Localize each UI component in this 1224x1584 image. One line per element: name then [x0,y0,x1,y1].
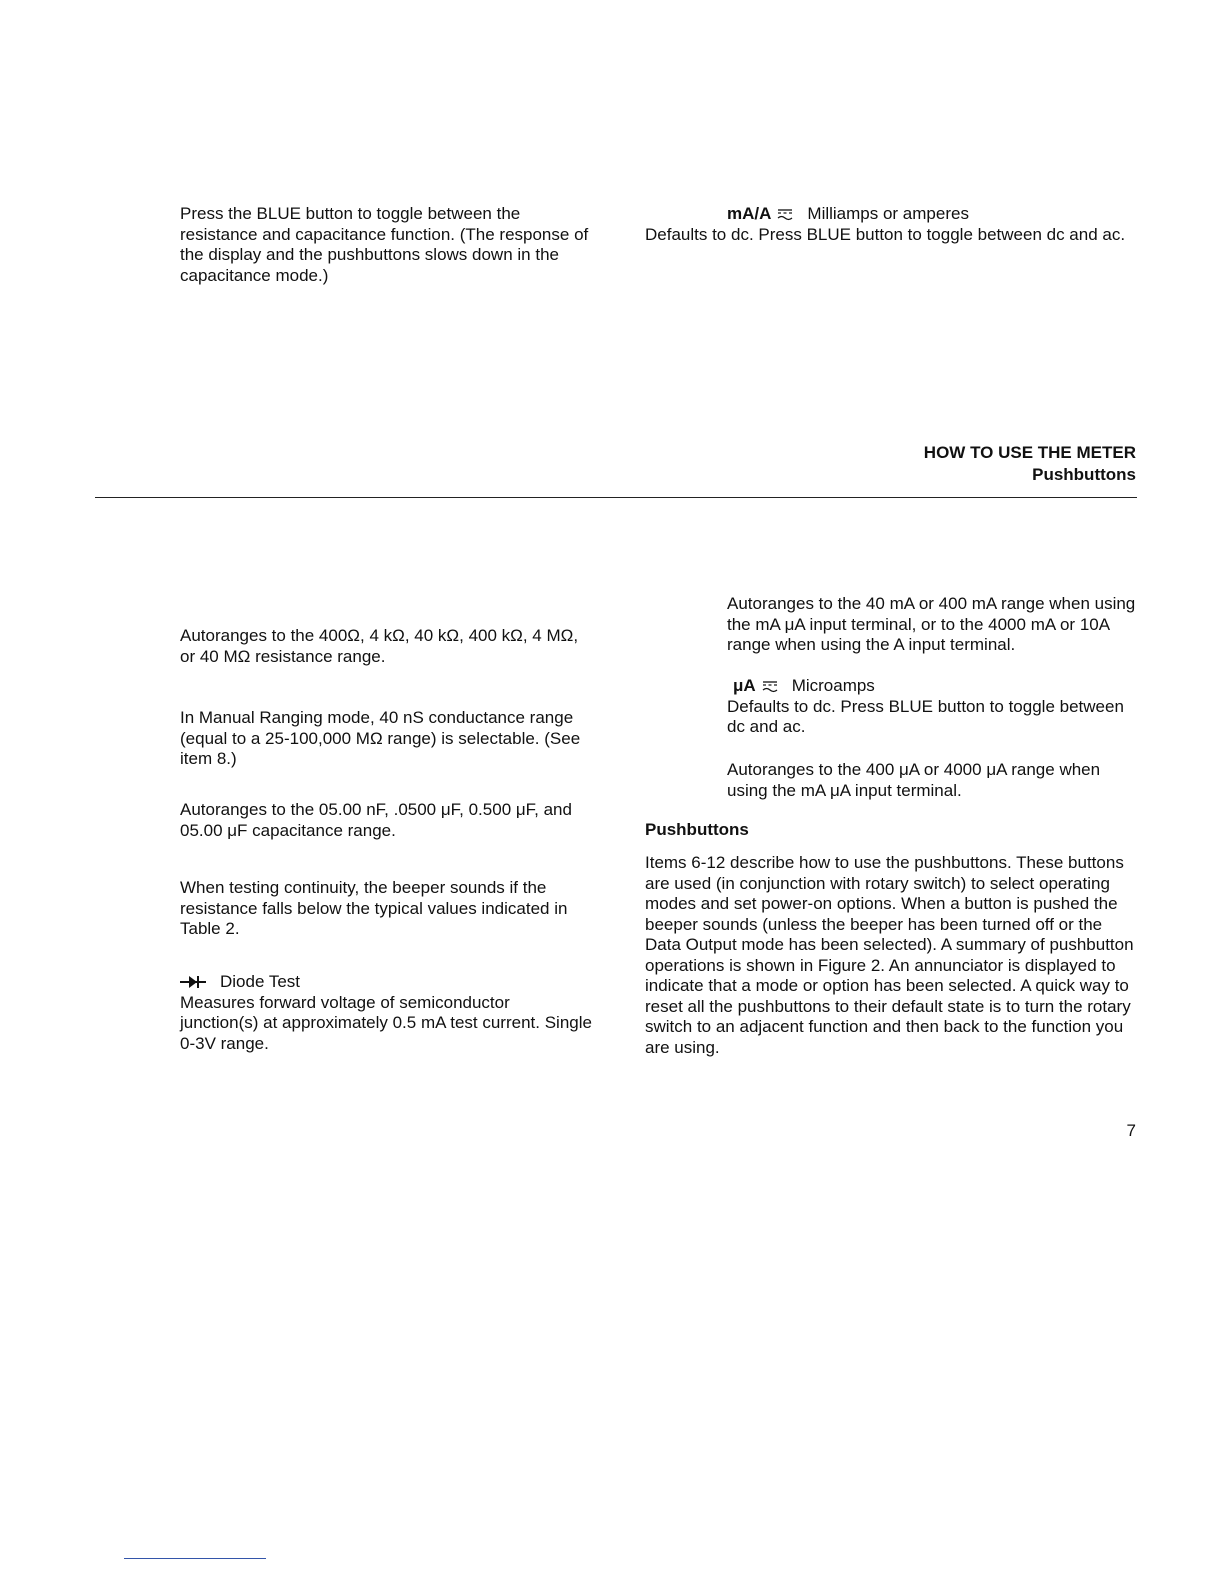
page-number: 7 [1126,1121,1136,1140]
resistance-range-paragraph: Autoranges to the 400Ω, 4 kΩ, 40 kΩ, 400 kΩ, 4 MΩ, or 40 MΩ resistance range. [180,626,579,666]
subsection-title: Pushbuttons [1032,465,1136,484]
microamps-block [727,676,1141,738]
milliamps-range: Autoranges to the 40 mA or 400 mA range when using the mA μA input terminal, or to the 4000 mA or 10A range when using the A input terminal. [727,594,1136,654]
pushbuttons-paragraph: Items 6-12 describe how to use the pushbuttons. These buttons are used (in conjunction with rotary switch) to select operating modes and set power-on options. When a button is pushed the beeper sounds (unless the beeper has been turned off or the Data Output mode has been selected). A summary of pushbutton operations is shown in Figure 2. An annunciator is displayed to indicate that a mode or option has been selected. A quick way to reset all the pushbuttons to their default state is to turn the rotary switch to an adjacent function and then back to the function you are using. [645,853,1134,1057]
ac-dc-icon [762,679,778,693]
diode-icon [180,975,206,989]
microamps-text: Defaults to dc. Press BLUE button to toggle between dc and ac. [727,696,1124,736]
section-title: HOW TO USE THE METER [923,443,1136,462]
milliamps-block [645,204,1141,245]
conductance-paragraph: In Manual Ranging mode, 40 nS conductance range (equal to a 25-100,000 MΩ range) is selectable. (See item 8.) [180,708,581,768]
ma-symbol: mA/A [727,204,772,223]
ua-symbol: μA [733,676,756,695]
diode-test-block [180,972,592,1054]
diode-test-label: Diode Test [220,972,301,991]
microamps-label: Microamps [791,676,875,695]
pushbuttons-heading: Pushbuttons [645,820,749,839]
microamps-range: Autoranges to the 400 μA or 4000 μA range when using the mA μA input terminal. [727,760,1101,800]
ac-dc-icon [777,207,793,221]
blue-toggle-paragraph: Press the BLUE button to toggle between the resistance and capacitance function. (The response of the display and the pushbuttons slows down in the capacitance mode.) [180,204,589,285]
milliamps-text: Defaults to dc. Press BLUE button to toggle between dc and ac. [645,224,1126,244]
continuity-paragraph: When testing continuity, the beeper sounds if the resistance falls below the typical values indicated in Table 2. [180,878,568,938]
diode-test-text: Measures forward voltage of semiconductor junction(s) at approximately 0.5 mA test current. Single 0-3V range. [180,992,592,1053]
footer-line [124,1558,266,1559]
milliamps-label: Milliamps or amperes [807,204,969,223]
running-header [924,442,1136,486]
capacitance-paragraph: Autoranges to the 05.00 nF, .0500 μF, 0.500 μF, and 05.00 μF capacitance range. [180,800,572,840]
header-rule [95,497,1137,498]
